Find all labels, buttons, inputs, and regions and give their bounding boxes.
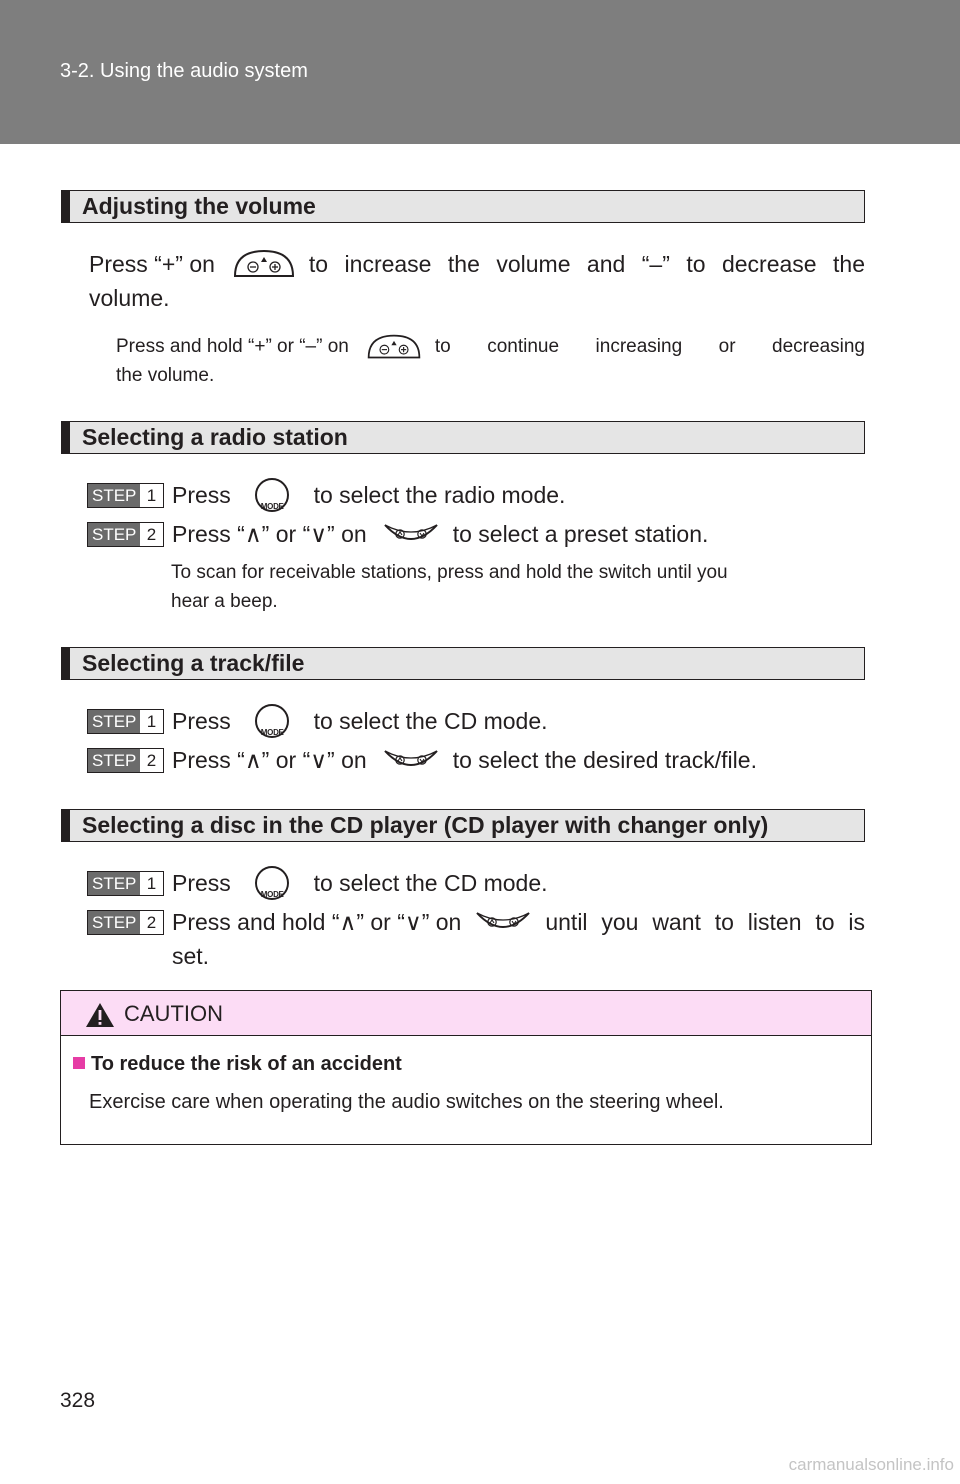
volume-note: Press and hold “+” or “–” on to continue increasing or decreasing (116, 332, 865, 361)
section-heading-track: Selecting a track/file (61, 647, 865, 680)
caution-title: CAUTION (124, 1001, 223, 1026)
step-badge-1: STEP 1 (87, 709, 164, 734)
warning-triangle-icon (85, 1002, 115, 1028)
step-badge-2: STEP 2 (87, 748, 164, 773)
radio-note-cont: hear a beep. (171, 591, 278, 612)
caution-item-title: To reduce the risk of an accident (73, 1053, 402, 1076)
disc-step2-cont: set. (172, 943, 210, 969)
radio-note: To scan for receivable stations, press and hold the switch until you (171, 562, 728, 583)
mode-button-icon: MODE (255, 704, 289, 738)
caution-box (60, 990, 872, 1145)
seek-switch-icon (383, 747, 439, 773)
page-number: 328 (60, 1389, 96, 1412)
track-step2-text: Press “∧” or “∨” on to select the desired track/file. (172, 747, 757, 773)
page-header (0, 0, 960, 144)
radio-step2-text: Press “∧” or “∨” on to select a preset station. (172, 521, 709, 547)
volume-instruction-cont: volume. (89, 285, 170, 311)
chapter-title: 3-2. Using the audio system (60, 60, 308, 82)
caution-item-text: Exercise care when operating the audio switches on the steering wheel. (89, 1091, 724, 1113)
seek-switch-icon (383, 521, 439, 547)
volume-instruction: Press “+” on to increase the volume and “–” to decrease the (89, 247, 865, 281)
mode-button-icon: MODE (255, 478, 289, 512)
volume-note-cont: the volume. (116, 365, 215, 386)
mode-button-icon: MODE (255, 866, 289, 900)
bullet-square-icon (73, 1057, 85, 1069)
volume-switch-icon (365, 333, 423, 361)
disc-step1-text: Press MODE to select the CD mode. (172, 866, 548, 900)
seek-switch-icon (475, 909, 531, 935)
section-heading-radio: Selecting a radio station (61, 421, 865, 454)
section-heading-disc: Selecting a disc in the CD player (CD player with changer only) (61, 809, 865, 842)
radio-step1-text: Press MODE to select the radio mode. (172, 478, 565, 512)
step-badge-2: STEP 2 (87, 522, 164, 547)
watermark: carmanualsonline.info (788, 1455, 954, 1474)
volume-switch-icon (233, 248, 295, 280)
track-step1-text: Press MODE to select the CD mode. (172, 704, 548, 738)
section-heading-volume: Adjusting the volume (61, 190, 865, 223)
step-badge-1: STEP 1 (87, 871, 164, 896)
disc-step2-text: Press and hold “∧” or “∨” on until you want to listen to is (172, 909, 865, 935)
caution-header (61, 991, 871, 1036)
step-badge-1: STEP 1 (87, 483, 164, 508)
step-badge-2: STEP 2 (87, 910, 164, 935)
